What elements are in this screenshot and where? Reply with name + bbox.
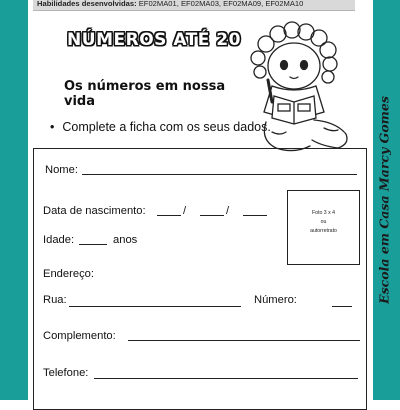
birth-date-label: Data de nascimento: (43, 205, 146, 217)
page-subtitle: Os números em nossa vida (64, 79, 226, 109)
birth-day-field[interactable] (157, 215, 181, 216)
photo-line-1: Foto 3 x 4 (311, 210, 336, 216)
age-field[interactable] (79, 244, 107, 245)
skills-codes: EF02MA01, EF02MA03, EF02MA09, EF02MA10 (138, 0, 304, 8)
street-field[interactable] (69, 306, 241, 307)
date-separator-1: / (183, 205, 187, 217)
address-label: Endereço: (43, 268, 94, 280)
left-border-strip (0, 0, 28, 400)
bullet-icon: • (50, 120, 55, 134)
sheet-left-edge (28, 0, 32, 400)
age-unit: anos (113, 234, 138, 246)
instruction-line (50, 120, 271, 134)
skills-label: Habilidades desenvolvidas: (37, 0, 137, 8)
complement-field[interactable] (128, 340, 360, 341)
skills-header (33, 0, 355, 11)
date-separator-2: / (226, 205, 230, 217)
street-label: Rua: (43, 294, 67, 306)
name-label: Nome: (45, 164, 78, 176)
number-label: Número: (254, 294, 297, 306)
birth-month-field[interactable] (200, 215, 224, 216)
photo-box (287, 190, 360, 265)
instruction-text: Complete a ficha com os seus dados. (62, 120, 271, 134)
photo-line-2: ou (320, 219, 327, 225)
number-field[interactable] (332, 306, 352, 307)
child-reading-illustration (244, 20, 356, 156)
phone-field[interactable] (94, 378, 358, 379)
name-field[interactable] (82, 174, 357, 175)
page-title: NÚMEROS ATÉ 20 (67, 30, 241, 50)
age-label: Idade: (43, 234, 75, 246)
school-name-vertical: Escola em Casa Marcy Gomes (376, 96, 392, 304)
complement-label: Complemento: (43, 330, 116, 342)
birth-year-field[interactable] (243, 215, 267, 216)
photo-line-3: autorretrato (310, 228, 337, 234)
phone-label: Telefone: (43, 367, 89, 379)
